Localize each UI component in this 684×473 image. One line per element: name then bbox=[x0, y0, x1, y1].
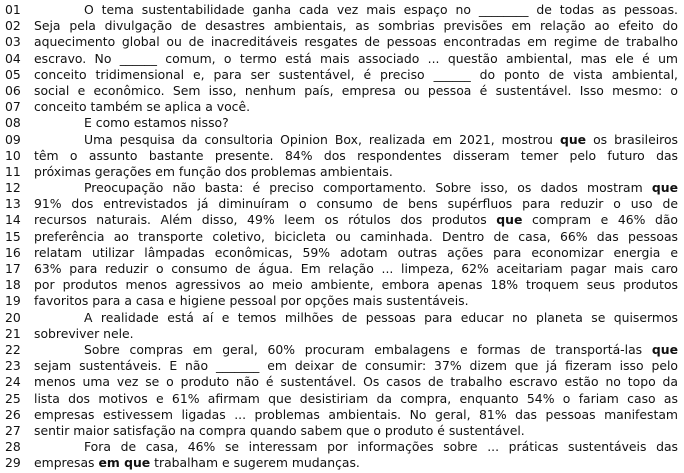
line-number: 04 bbox=[5, 50, 21, 66]
text-segment: Uma pesquisa da consultoria Opinion Box, realizada em 2021, mostrou bbox=[84, 131, 560, 147]
bold-word: que bbox=[651, 341, 678, 357]
text-segment: 63% para reduzir o consumo de água. Em relação ... limpeza, 62% aceitariam pagar mais caro bbox=[34, 261, 678, 276]
bold-word: que bbox=[651, 180, 678, 196]
line-text bbox=[34, 51, 678, 67]
line-text bbox=[84, 132, 678, 148]
text-segment: conceito também se aplica a você. bbox=[34, 99, 251, 115]
line-text bbox=[84, 2, 678, 18]
line-number: 05 bbox=[5, 66, 21, 82]
text-line bbox=[0, 261, 684, 277]
line-text bbox=[84, 342, 678, 358]
line-number: 23 bbox=[5, 358, 21, 374]
text-segment: preferência ao transporte coletivo, bicicleta ou caminhada. Dentro de casa, 66% das pessoas bbox=[34, 228, 678, 244]
text-line bbox=[0, 293, 684, 309]
line-text bbox=[34, 326, 678, 342]
text-line bbox=[0, 310, 684, 326]
text-segment: empresas bbox=[34, 455, 99, 471]
line-number: 02 bbox=[5, 18, 21, 34]
line-number: 09 bbox=[5, 131, 21, 147]
text-line bbox=[0, 99, 684, 115]
line-number: 14 bbox=[5, 212, 21, 228]
line-number: 01 bbox=[5, 2, 21, 17]
line-text bbox=[34, 67, 678, 83]
line-number: 15 bbox=[5, 228, 21, 244]
text-line bbox=[0, 374, 684, 390]
line-text bbox=[34, 391, 678, 407]
text-segment: próximas gerações em função dos problemas ambientais. bbox=[34, 163, 393, 179]
line-number: 19 bbox=[5, 293, 21, 309]
line-text bbox=[34, 293, 678, 309]
line-number: 03 bbox=[5, 34, 21, 50]
text-segment: por produtos menos agressivos ao meio ambiente, embora apenas 18% troquem seus produtos bbox=[34, 277, 678, 293]
text-line bbox=[0, 342, 684, 358]
line-number: 07 bbox=[5, 99, 21, 115]
text-line bbox=[0, 164, 684, 180]
text-line bbox=[0, 148, 684, 164]
text-segment: favoritos para a casa e higiene pessoal por opções mais sustentáveis. bbox=[34, 293, 469, 309]
text-segment: compram e 46% dão bbox=[522, 212, 678, 228]
text-segment: Fora de casa, 46% se interessam por informações sobre ... práticas sustentáveis das bbox=[84, 439, 678, 455]
line-number: 08 bbox=[5, 115, 21, 131]
text-segment: social e econômico. Sem isso, nenhum país, empresa ou pessoa é sustentável. Isso mesmo: o bbox=[34, 82, 678, 98]
text-line bbox=[0, 229, 684, 245]
line-text bbox=[34, 407, 678, 423]
line-number: 10 bbox=[5, 147, 21, 163]
text-line bbox=[0, 196, 684, 212]
text-line bbox=[0, 423, 684, 439]
text-line bbox=[0, 455, 684, 471]
text-line bbox=[0, 245, 684, 261]
line-number: 20 bbox=[5, 309, 21, 325]
text-segment: E como estamos nisso? bbox=[84, 115, 229, 131]
text-line bbox=[0, 277, 684, 293]
text-line bbox=[0, 180, 684, 196]
text-segment: lista dos motivos e 61% afirmam que desistiriam da compra, enquanto 54% o fariam caso as bbox=[34, 390, 678, 406]
line-number: 25 bbox=[5, 390, 21, 406]
line-number: 12 bbox=[5, 180, 21, 196]
text-segment: Seja pela divulgação de desastres ambientais, as sombrias previsões em relação ao efeito do bbox=[34, 18, 678, 34]
line-text bbox=[34, 99, 678, 115]
text-segment: Preocupação não basta: é preciso comportamento. Sobre isso, os dados mostram bbox=[84, 180, 652, 196]
line-number: 26 bbox=[5, 406, 21, 422]
text-line bbox=[0, 67, 684, 83]
line-text bbox=[84, 439, 678, 455]
line-number: 27 bbox=[5, 422, 21, 438]
line-text bbox=[34, 245, 678, 261]
line-text bbox=[34, 374, 678, 390]
text-line bbox=[0, 439, 684, 455]
line-text bbox=[34, 358, 678, 374]
text-segment: aquecimento global ou de inacreditáveis resgates de pessoas encontradas em regime de trabalho bbox=[34, 34, 678, 50]
text-segment: Sobre compras em geral, 60% procuram embalagens e formas de transportá-las bbox=[84, 341, 652, 357]
text-segment: menos uma vez se o produto não é sustentável. Os casos de trabalho escravo estão no topo da bbox=[34, 374, 678, 390]
text-line bbox=[0, 51, 684, 67]
line-text bbox=[34, 83, 678, 99]
line-text bbox=[34, 164, 678, 180]
text-segment: empresas estivessem ligadas ... problemas ambientais. No geral, 81% das pessoas manifestam bbox=[34, 406, 678, 422]
line-text bbox=[84, 180, 678, 196]
text-segment: A realidade está aí e temos milhões de pessoas para educar no planeta se quisermos bbox=[84, 309, 678, 325]
line-number: 18 bbox=[5, 277, 21, 293]
line-text bbox=[34, 455, 678, 471]
text-segment: sejam sustentáveis. E não _______ em deixar de consumir: 37% dizem que já fizeram isso pelo bbox=[34, 358, 678, 374]
line-text bbox=[34, 277, 678, 293]
text-line bbox=[0, 391, 684, 407]
line-number: 13 bbox=[5, 196, 21, 212]
text-segment: escravo. No ______ comum, o termo está mais associado ... questão ambiental, mas ele é um bbox=[34, 50, 678, 66]
line-number: 16 bbox=[5, 244, 21, 260]
bold-word: que bbox=[559, 131, 587, 147]
text-line bbox=[0, 212, 684, 228]
text-segment: conceito tridimensional e, para ser sustentável, é preciso ______ do ponto de vista ambiental, bbox=[34, 66, 678, 82]
line-number: 22 bbox=[5, 341, 21, 357]
line-text bbox=[34, 34, 678, 50]
text-segment: têm o assunto bastante presente. 84% dos respondentes disseram temer pelo futuro das bbox=[34, 147, 678, 163]
line-text bbox=[34, 423, 678, 439]
text-line bbox=[0, 34, 684, 50]
text-line bbox=[0, 18, 684, 34]
text-segment: 91% dos entrevistados já diminuíram o consumo de bens supérfluos para reduzir o uso de bbox=[34, 196, 678, 212]
numbered-text-document bbox=[0, 2, 684, 471]
line-text bbox=[34, 148, 678, 164]
line-text bbox=[34, 212, 678, 228]
line-text bbox=[34, 229, 678, 245]
text-segment: trabalham e sugerem mudanças. bbox=[150, 455, 360, 471]
text-line bbox=[0, 132, 684, 148]
line-number: 06 bbox=[5, 82, 21, 98]
text-line bbox=[0, 358, 684, 374]
text-segment: recursos naturais. Além disso, 49% leem os rótulos dos produtos bbox=[34, 212, 497, 228]
line-number: 28 bbox=[5, 439, 21, 455]
text-line bbox=[0, 83, 684, 99]
text-line bbox=[0, 407, 684, 423]
line-number: 24 bbox=[5, 374, 21, 390]
line-number: 11 bbox=[5, 163, 21, 179]
text-line bbox=[0, 2, 684, 18]
line-number: 29 bbox=[5, 455, 21, 471]
line-text bbox=[84, 310, 678, 326]
bold-word: em que bbox=[98, 455, 151, 471]
text-segment: sentir maior satisfação na compra quando sabem que o produto é sustentável. bbox=[34, 422, 525, 438]
text-line bbox=[0, 115, 684, 131]
text-segment: relatam utilizar lâmpadas econômicas, 59% adotam outras ações para economizar energia e bbox=[34, 244, 678, 260]
text-line bbox=[0, 326, 684, 342]
line-text bbox=[34, 18, 678, 34]
line-text bbox=[34, 196, 678, 212]
text-segment: os brasileiros bbox=[586, 131, 678, 147]
text-segment: O tema sustentabilidade ganha cada vez mais espaço no ________ de todas as pessoas. bbox=[84, 2, 678, 17]
line-number: 21 bbox=[5, 325, 21, 341]
line-text bbox=[34, 261, 678, 277]
line-text bbox=[84, 115, 678, 131]
text-segment: sobreviver nele. bbox=[34, 325, 134, 341]
bold-word: que bbox=[496, 212, 523, 228]
line-number: 17 bbox=[5, 261, 21, 276]
